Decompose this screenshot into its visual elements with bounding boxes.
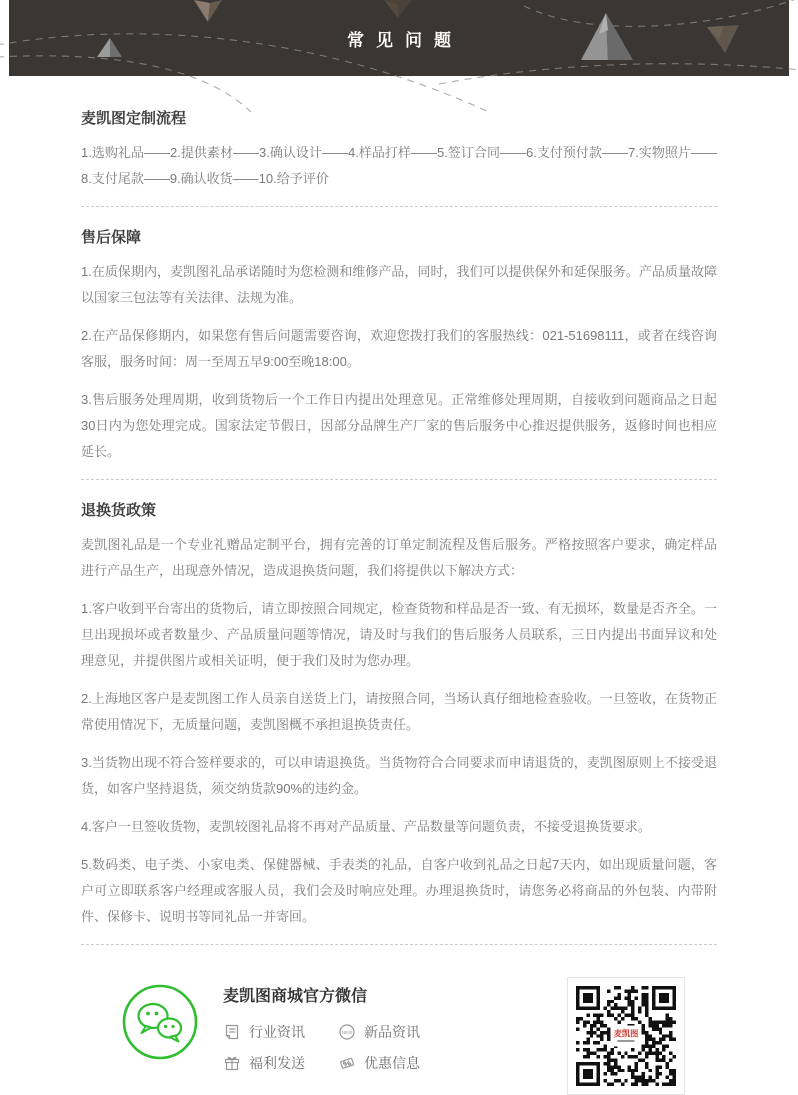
returns-paragraph: 1.客户收到平台寄出的货物后，请立即按照合同规定，检查货物和样品是否一致、有无损坏，数量是否齐全。一旦出现损坏或者数量少、产品质量问题等情况，请及时与我们的售后服务人员联系，三日内提出书面异议和处理意见，并提供图片或相关证明，便于我们及时为您办理。 — [81, 601, 717, 668]
dashed-divider — [81, 206, 717, 207]
coupon-icon — [338, 1054, 356, 1072]
qr-code — [567, 977, 685, 1095]
returns-paragraph: 3.当货物出现不符合签样要求的，可以申请退换货。当货物符合合同要求而申请退货的，麦凯图原则上不接受退货，如客户坚持退货，须交纳货款90%的违约金。 — [81, 755, 717, 796]
aftersales-section-title: 售后保障 — [81, 229, 142, 246]
section-returns — [81, 502, 717, 930]
content — [9, 76, 789, 1095]
gift-icon — [223, 1054, 241, 1072]
feature-label: 行业资讯 — [249, 1024, 305, 1040]
page-title: 常见问题 — [347, 30, 463, 50]
svg-text:NEW: NEW — [341, 1030, 353, 1035]
returns-paragraph: 5.数码类、电子类、小家电类、保健器械、手表类的礼品，自客户收到礼品之日起7天内，如出现质量问题，客户可立即联系客户经理或客服人员，我们会及时响应处理。办理退换货时，请您务必将商品的外包装、内带附件、保修卡、说明书等同礼品一并寄回。 — [81, 857, 717, 924]
aftersales-paragraph: 3.售后服务处理周期，收到货物后一个工作日内提出处理意见。正常维修处理周期，自接收到问题商品之日起30日内为您处理完成。国家法定节假日，因部分品牌生产厂家的售后服务中心推迟提供服务，返修时间也相应延长。 — [81, 392, 717, 459]
dashed-divider — [81, 944, 717, 945]
feature-label: 福利发送 — [249, 1055, 305, 1071]
wechat-logo-icon — [121, 983, 199, 1061]
feature-item-deals — [338, 1053, 453, 1073]
new-badge-icon — [338, 1023, 356, 1041]
feature-item-benefits — [223, 1053, 338, 1073]
wechat-account-title: 麦凯图商城官方微信 — [223, 988, 368, 1005]
faq-page — [9, 0, 789, 1071]
feature-label: 新品资讯 — [364, 1024, 420, 1040]
page-header — [9, 0, 789, 76]
returns-paragraph: 2.上海地区客户是麦凯图工作人员亲自送货上门，请按照合同，当场认真仔细地检查验收。一旦签收，在货物正常使用情况下，无质量问题，麦凯图概不承担退换货责任。 — [81, 691, 717, 732]
returns-section-title: 退换货政策 — [81, 502, 157, 519]
process-steps-text: 1.选购礼品——2.提供素材——3.确认设计——4.样品打样——5.签订合同——6.支付预付款——7.实物照片——8.支付尾款——9.确认收货——10.给予评价 — [81, 145, 717, 186]
dashed-divider — [81, 479, 717, 480]
news-doc-icon — [223, 1023, 241, 1041]
wechat-feature-grid — [223, 1022, 453, 1073]
returns-paragraph: 4.客户一旦签收货物，麦凯较图礼品将不再对产品质量、产品数量等问题负责，不接受退换货要求。 — [81, 819, 651, 834]
returns-intro: 麦凯图礼品是一个专业礼赠品定制平台，拥有完善的订单定制流程及售后服务。严格按照客户要求，确定样品进行产品生产，出现意外情况，造成退换货问题，我们将提供以下解决方式： — [81, 537, 717, 578]
aftersales-paragraph: 2.在产品保修期内，如果您有售后问题需要咨询，欢迎您拨打我们的客服热线：021-51698111，或者在线咨询客服，服务时间：周一至周五早9:00至晚18:00。 — [81, 328, 717, 369]
aftersales-paragraph: 1.在质保期内，麦凯图礼品承诺随时为您检测和维修产品，同时，我们可以提供保外和延保服务。产品质量故障以国家三包法等有关法律、法规为准。 — [81, 264, 717, 305]
feature-item-industry-news — [223, 1022, 338, 1042]
section-process — [81, 76, 717, 192]
wechat-footer — [81, 967, 717, 1095]
process-section-title: 麦凯图定制流程 — [81, 110, 187, 127]
feature-item-new-products — [338, 1022, 453, 1042]
feature-label: 优惠信息 — [364, 1055, 420, 1071]
svg-text:麦凯图: 麦凯图 — [613, 1029, 639, 1039]
section-aftersales — [81, 229, 717, 465]
wechat-info — [223, 977, 453, 1073]
